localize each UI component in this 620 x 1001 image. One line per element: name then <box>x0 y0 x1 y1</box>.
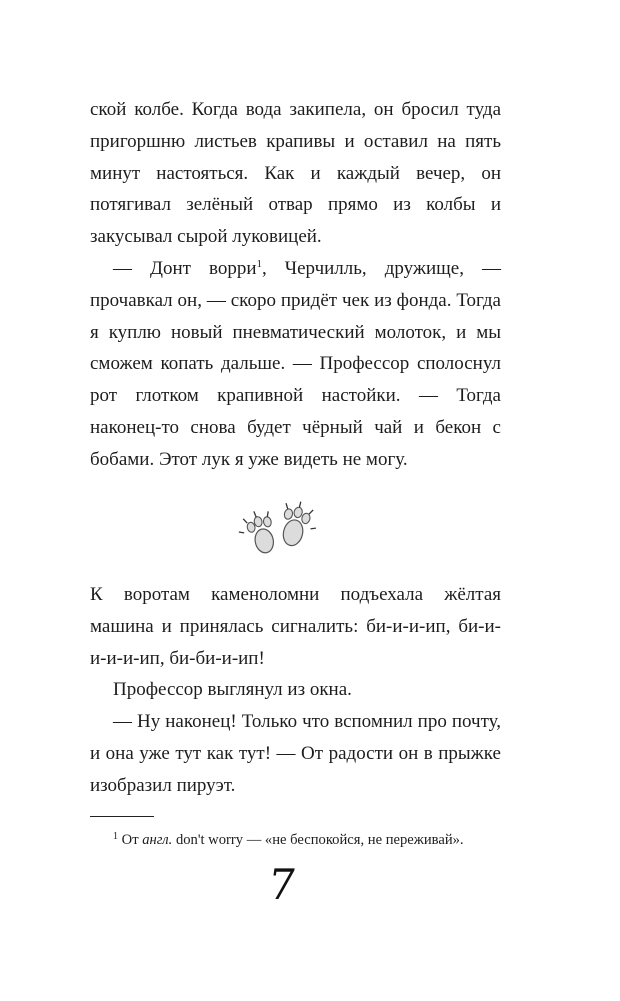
paragraph-arrival: К воротам каменоломни подъехала жёлтая машина и принялась сигналить: би-и-и-ип, би-и-и-и-и-ип, би-би-и-ип! <box>90 584 501 669</box>
footnote-source: англ. <box>142 832 173 848</box>
paragraph-mail: — Ну наконец! Только что вспомнил про почту, и она уже тут как тут! — От радости он в прыжке изобразил пируэт. <box>90 711 501 796</box>
footnote-phrase: don't worry <box>175 832 244 848</box>
paragraph-continuation: ской колбе. Когда вода закипела, он бросил туда пригоршню листьев крапивы и оставил на пять минут настояться. Как и каждый вечер, он потягивал зелёный отвар прямо из колбы и закусывал сырой луковицей. <box>90 99 501 248</box>
page-number: 7 <box>265 860 299 909</box>
footnote-prefix: От <box>121 832 139 848</box>
footnote-reference[interactable]: 1 <box>256 257 262 270</box>
footnote-translation: — «не беспокойся, не переживай». <box>246 832 464 848</box>
footnote-divider <box>90 816 154 817</box>
paw-prints-icon <box>233 495 323 563</box>
dialogue-start: — Донт ворри <box>113 257 257 279</box>
footnote <box>90 830 501 850</box>
footnote-number: 1 <box>113 831 118 842</box>
text-block-top <box>90 94 501 476</box>
text-block-bottom <box>90 579 501 802</box>
paragraph-dialogue <box>90 253 501 476</box>
paragraph-window: Профессор выглянул из окна. <box>113 679 352 701</box>
dialogue-rest: , Черчилль, дружище, — прочавкал он, — скоро придёт чек из фонда. Тогда я куплю новый пневматический молоток, и мы сможем копать дальше. — Профессор сполоснул рот глотком крапивной настойки. — Тогда наконец-то снова будет чёрный чай и бекон с бобами. Этот лук я уже видеть не могу. <box>90 257 502 470</box>
